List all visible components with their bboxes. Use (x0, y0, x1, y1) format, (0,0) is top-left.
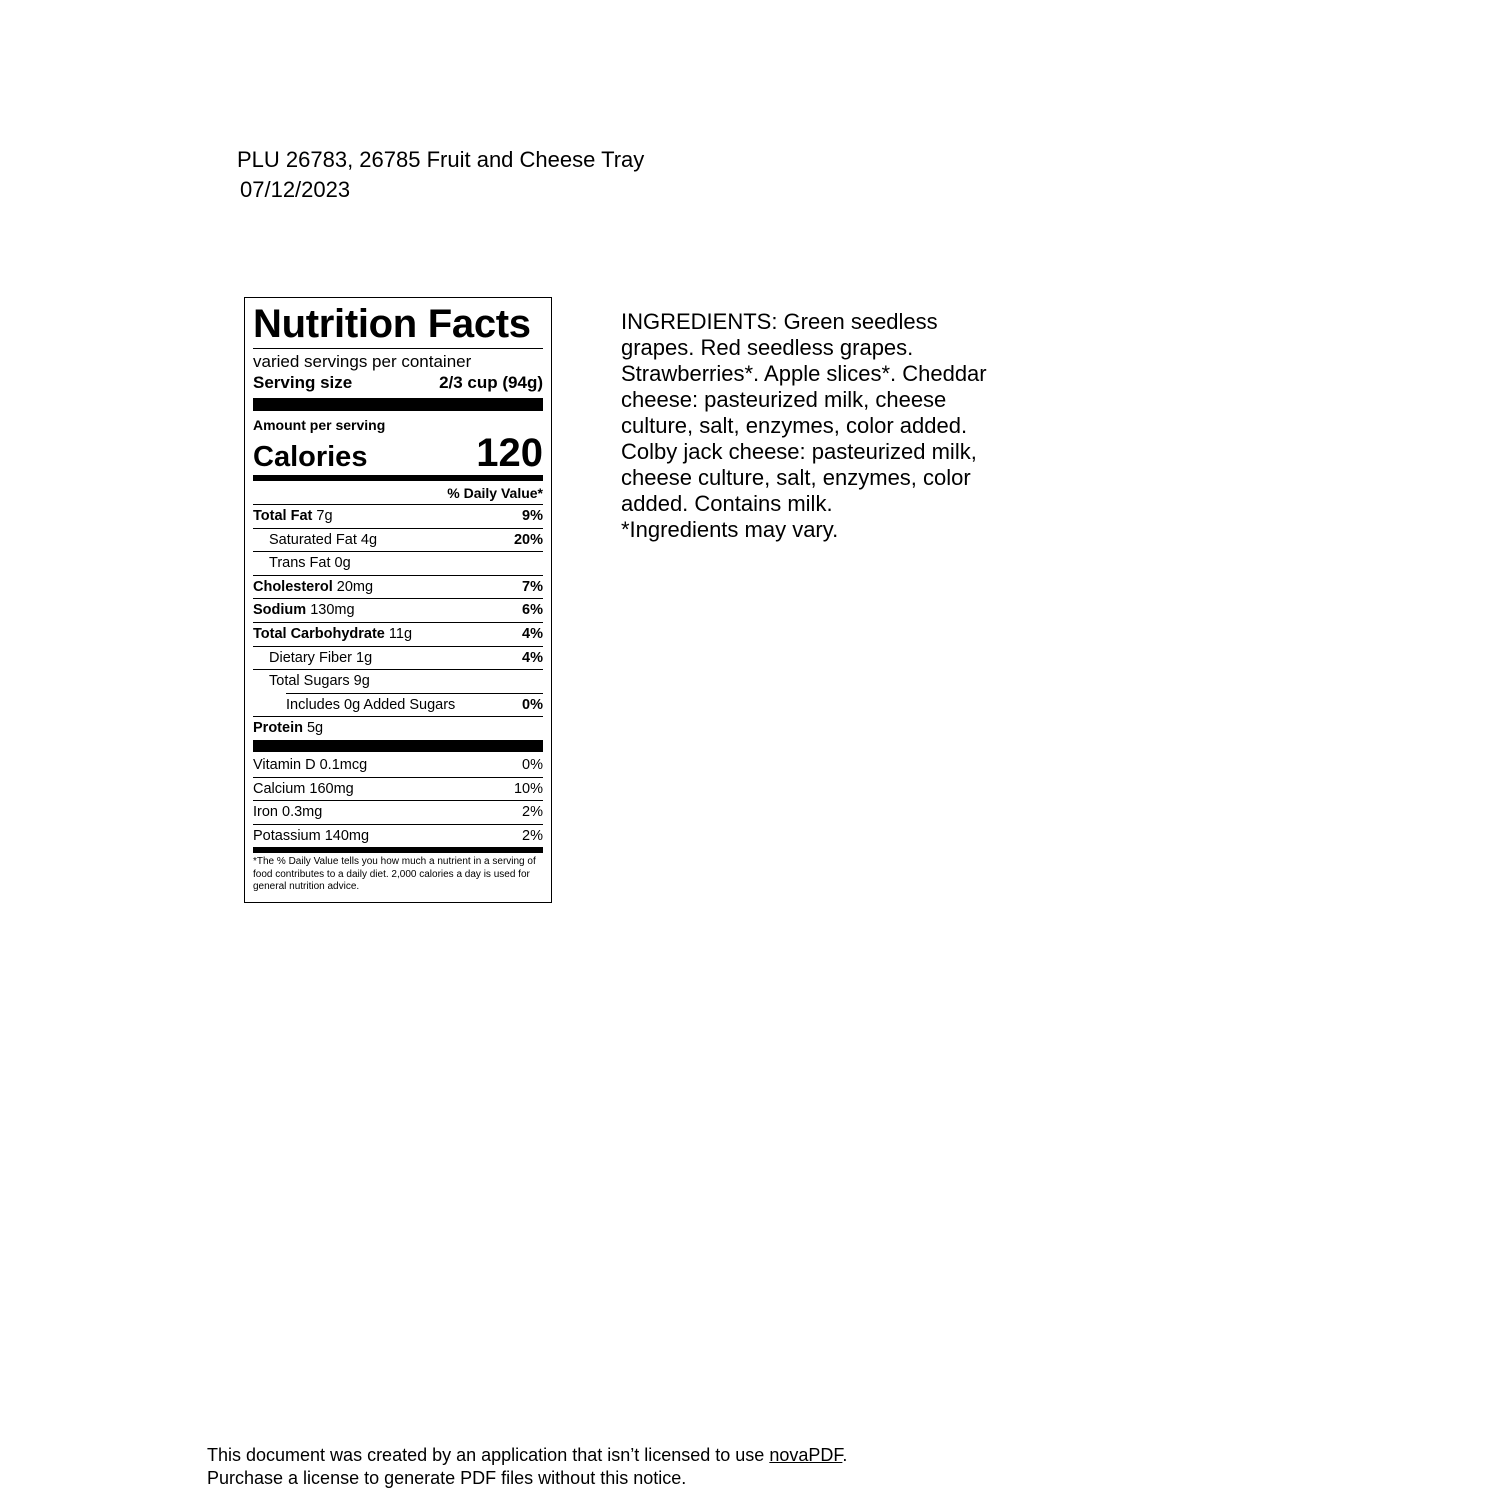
ingredients-text: INGREDIENTS: Green seedless grapes. Red seedless grapes. Strawberries*. Apple slices*. Cheddar cheese: pasteurized milk, cheese culture, salt, enzymes, color added. Colby jack cheese: pasteurized milk, cheese culture, salt, enzymes, color added. Contains milk. (621, 309, 987, 516)
divider (253, 348, 543, 349)
nutrient-amount: 4g (360, 531, 378, 548)
nutrient-name: Total Fat (253, 508, 313, 524)
nutrient-name: Total Sugars (269, 673, 350, 690)
vitamin-name: Iron 0.3mg (253, 804, 323, 821)
vitamin-name: Calcium 160mg (253, 780, 354, 797)
nutrient-row-sodium (253, 599, 543, 623)
nutrient-dv: 0% (522, 696, 543, 713)
calories-value: 120 (476, 431, 543, 475)
thick-divider (253, 398, 543, 411)
vitamin-name: Potassium 140mg (253, 827, 370, 844)
nutrient-dv: 4% (522, 649, 543, 666)
vitamin-row-vitamin-d (253, 754, 543, 778)
medium-divider (253, 847, 543, 853)
nutrient-name: Cholesterol (253, 578, 333, 595)
nutrient-name: Sodium (253, 602, 307, 619)
nutrient-amount: 9g (353, 673, 370, 690)
nutrient-row-saturated-fat (253, 529, 543, 553)
nutrient-row-cholesterol (253, 576, 543, 600)
serving-size-row (253, 372, 543, 394)
license-notice (207, 1444, 847, 1490)
nutrient-row-dietary-fiber (253, 647, 543, 671)
thick-divider (253, 740, 543, 752)
vitamin-row-potassium (253, 825, 543, 848)
nutrient-dv: 9% (522, 508, 543, 524)
nutrient-row-total-carbohydrate (253, 623, 543, 647)
notice-line-1 (207, 1444, 847, 1467)
daily-value-footnote: *The % Daily Value tells you how much a nutrient in a serving of food contributes to a daily diet. 2,000 calories a day is used for general nutrition advice. (253, 856, 536, 893)
servings-per-container: varied servings per container (253, 352, 472, 371)
nutrient-amount: 5g (306, 720, 324, 737)
nutrient-row-added-sugars (253, 694, 543, 718)
amount-per-serving: Amount per serving (253, 417, 386, 433)
nutrient-name: Total Carbohydrate (253, 625, 385, 642)
ingredients-note: *Ingredients may vary. (621, 517, 839, 542)
nutrient-name: Saturated Fat (269, 531, 357, 548)
serving-size-label: Serving size (253, 373, 353, 392)
nutrient-amount: 7g (316, 508, 333, 524)
nutrient-row-total-fat (253, 505, 543, 529)
nutrient-amount: 20mg (336, 578, 374, 595)
nutrient-name: Dietary Fiber (269, 649, 352, 666)
nutrient-amount: 1g (356, 649, 373, 666)
vitamin-dv: 2% (522, 804, 543, 821)
notice-text: This document was created by an application that isn’t licensed to use (207, 1445, 770, 1465)
nutrient-name: Protein (253, 720, 303, 737)
daily-value-header: % Daily Value* (253, 484, 543, 505)
document-date: 07/12/2023 (240, 177, 351, 202)
nutrient-amount: 130mg (310, 602, 355, 619)
nutrient-dv: 7% (522, 578, 543, 595)
vitamin-dv: 0% (522, 756, 543, 773)
calories-label: Calories (253, 441, 368, 473)
vitamin-row-iron (253, 801, 543, 825)
serving-size-value: 2/3 cup (94g) (439, 373, 543, 392)
nutrition-facts-panel (244, 297, 552, 903)
notice-line-2: Purchase a license to generate PDF files without this notice. (207, 1468, 687, 1488)
novapdf-link[interactable]: novaPDF (769, 1445, 843, 1465)
nutrient-dv: 4% (522, 625, 543, 642)
document-header (237, 145, 644, 205)
vitamin-dv: 10% (513, 780, 543, 797)
product-title: PLU 26783, 26785 Fruit and Cheese Tray (237, 147, 645, 172)
nutrient-name: Trans Fat (269, 555, 331, 572)
notice-period: . (842, 1445, 848, 1465)
nutrient-row-protein (253, 717, 543, 740)
nutrient-row-trans-fat (253, 552, 543, 576)
nutrition-facts-title: Nutrition Facts (253, 302, 531, 346)
vitamin-name: Vitamin D 0.1mcg (253, 756, 368, 773)
nutrient-dv: 6% (522, 602, 543, 619)
vitamin-dv: 2% (522, 827, 543, 844)
nutrient-name: Includes 0g Added Sugars (286, 696, 456, 713)
nutrient-row-total-sugars (253, 670, 543, 693)
calories-row (253, 433, 543, 473)
vitamin-row-calcium (253, 778, 543, 802)
nutrient-dv: 20% (513, 531, 543, 548)
nutrient-amount: 11g (388, 625, 413, 642)
ingredients-block (621, 309, 1011, 543)
medium-divider (253, 475, 543, 481)
nutrient-amount: 0g (334, 555, 351, 572)
